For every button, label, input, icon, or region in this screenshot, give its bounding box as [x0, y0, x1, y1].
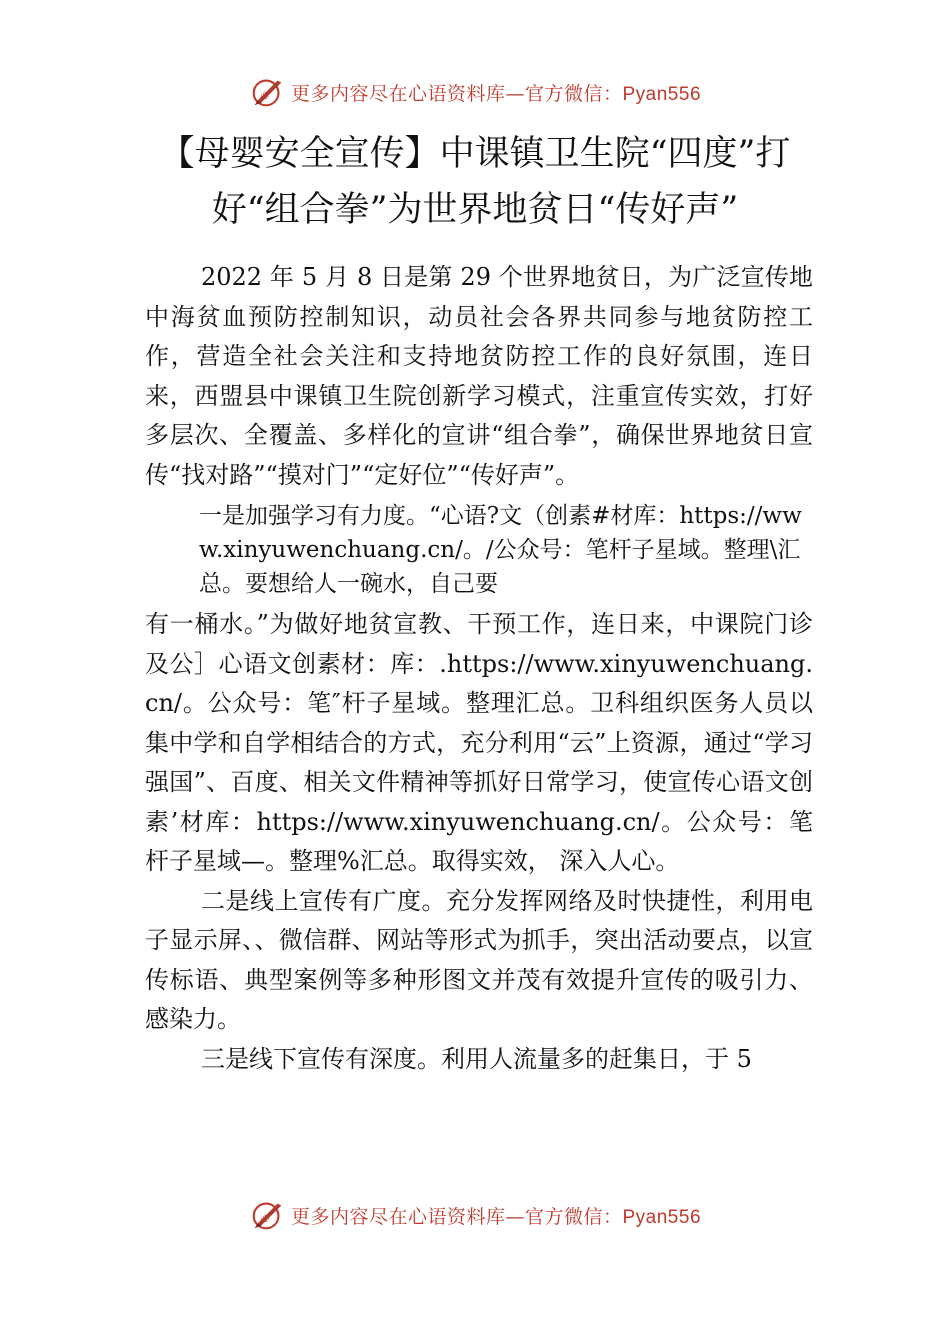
banner-site-name: 更多内容尽在心语资料库 — [290, 82, 506, 105]
banner-separator: — — [505, 82, 525, 105]
pen-logo-icon — [249, 73, 287, 111]
banner-wechat-label: 官方微信： — [524, 1205, 623, 1228]
paragraph-intro: 2022 年 5 月 8 日是第 29 个世界地贫日，为广泛宣传地中海贫血预防控制知识，动员社会各界共同参与地贫防控工作，营造全社会关注和支持地贫防控工作的良好氛围，连日来，西盟县中课镇卫生院创新学习模式，注重宣传实效，打好多层次、全覆盖、多样化的宣讲“组合拳”，确保世界地贫日宣传“找对路”“摸对门”“定好位”“传好声”。 — [145, 263, 813, 489]
banner-text — [291, 1202, 701, 1229]
title-line-1: 【母婴安全宣传】中课镇卫生院“四度”打 — [159, 134, 791, 174]
svg-text:心: 心 — [260, 1214, 269, 1225]
document-title — [80, 126, 870, 238]
header-banner — [0, 72, 950, 112]
banner-wechat-label: 官方微信： — [524, 82, 623, 105]
banner-separator: — — [505, 1205, 525, 1228]
paragraph-offline: 三是线下宣传有深度。利用人流量多的赶集日，于 5 — [201, 1044, 752, 1073]
title-line-2: 好“组合拳”为世界地贫日“传好声” — [211, 190, 739, 230]
paragraph-study-part1: 一是加强学习有力度。“心语?文（创素#材库：https://www.xinyuwenchuang.cn/。/公众号：笔杆子星域。整理\汇总。要想给人一碗水，自己要 — [199, 503, 802, 597]
pen-logo-icon — [249, 1196, 287, 1234]
paragraph-online: 二是线上宣传有广度。充分发挥网络及时快捷性，利用电子显示屏、、微信群、网站等形式为抓手，突出活动要点，以宣传标语、典型案例等多种形图文并茂有效提升宣传的吸引力、感染力。 — [145, 886, 813, 1033]
document-body — [145, 258, 813, 1079]
banner-text — [291, 79, 701, 106]
svg-text:心: 心 — [260, 91, 269, 102]
banner-wechat-id: Pyan556 — [622, 1206, 702, 1228]
footer-banner — [0, 1195, 950, 1235]
banner-content — [249, 73, 701, 111]
banner-wechat-id: Pyan556 — [622, 83, 702, 105]
paragraph-study-part2: 有一桶水。”为做好地贫宣教、干预工作，连日来，中课院门诊及公］心语文创素材：库：.https://www.xinyuwenchuang.cn/。公众号：笔″杆子星域。整理汇总。卫科组织医务人员以集中学和自学相结合的方式，充分利用“云”上资源，通过“学习强国”、百度、相关文件精神等抓好日常学习，使宣传心语文创素’材库：https://www.xinyuwenchuang.cn/。公众号：笔杆子星域—。整理%汇总。取得实效， 深入人心。 — [145, 610, 813, 875]
banner-content — [249, 1196, 701, 1234]
banner-site-name: 更多内容尽在心语资料库 — [290, 1205, 506, 1228]
